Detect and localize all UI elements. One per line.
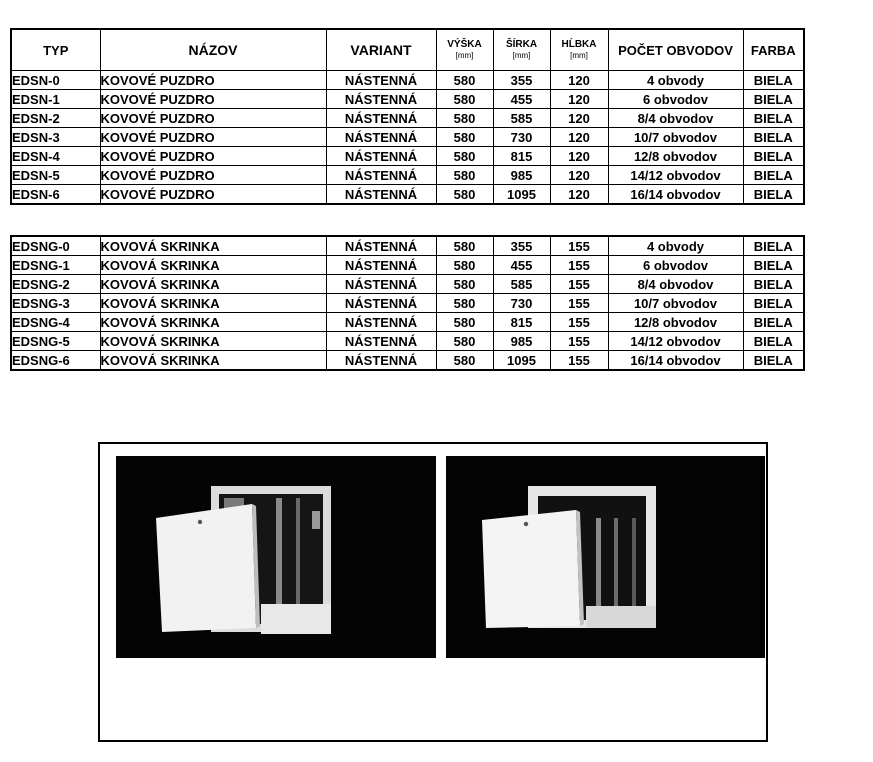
door-lock-icon	[524, 522, 528, 526]
cell-sirka: 815	[493, 313, 550, 332]
cell-hlbka: 120	[550, 128, 608, 147]
cell-vyska: 580	[436, 313, 493, 332]
cell-pocet: 16/14 obvodov	[608, 185, 743, 205]
cell-variant: NÁSTENNÁ	[326, 236, 436, 256]
header-sirka	[493, 29, 550, 71]
cell-hlbka: 155	[550, 256, 608, 275]
cell-variant: NÁSTENNÁ	[326, 332, 436, 351]
cell-variant: NÁSTENNÁ	[326, 147, 436, 166]
cell-nazov: KOVOVÁ SKRINKA	[100, 313, 326, 332]
cell-variant: NÁSTENNÁ	[326, 128, 436, 147]
cell-hlbka: 120	[550, 166, 608, 185]
cell-farba: BIELA	[743, 166, 804, 185]
cabinet-bottom	[261, 604, 331, 634]
spec-table-edsng	[10, 235, 805, 371]
cell-pocet: 12/8 obvodov	[608, 313, 743, 332]
cabinet-door	[156, 504, 256, 632]
cell-sirka: 585	[493, 275, 550, 294]
header-hlbka-label: HĹBKA	[561, 39, 597, 50]
header-typ: TYP	[11, 29, 100, 71]
cell-nazov: KOVOVÁ SKRINKA	[100, 236, 326, 256]
cell-sirka: 455	[493, 90, 550, 109]
cell-typ: EDSN-4	[11, 147, 100, 166]
cell-sirka: 1095	[493, 185, 550, 205]
table-row	[11, 128, 804, 147]
cell-pocet: 16/14 obvodov	[608, 351, 743, 371]
cell-typ: EDSNG-1	[11, 256, 100, 275]
cell-sirka: 985	[493, 332, 550, 351]
cell-typ: EDSN-3	[11, 128, 100, 147]
cell-nazov: KOVOVÁ SKRINKA	[100, 332, 326, 351]
cell-pocet: 10/7 obvodov	[608, 128, 743, 147]
cell-pocet: 14/12 obvodov	[608, 166, 743, 185]
header-variant: VARIANT	[326, 29, 436, 71]
header-vyska-label: VÝŠKA	[447, 39, 482, 50]
cell-vyska: 580	[436, 294, 493, 313]
header-farba: FARBA	[743, 29, 804, 71]
header-nazov: NÁZOV	[100, 29, 326, 71]
cell-typ: EDSNG-0	[11, 236, 100, 256]
table-row	[11, 185, 804, 205]
table-row	[11, 236, 804, 256]
cell-variant: NÁSTENNÁ	[326, 313, 436, 332]
interior-rail	[614, 518, 618, 618]
cell-typ: EDSN-6	[11, 185, 100, 205]
cell-typ: EDSNG-3	[11, 294, 100, 313]
cell-vyska: 580	[436, 332, 493, 351]
cell-nazov: KOVOVÉ PUZDRO	[100, 147, 326, 166]
cell-pocet: 8/4 obvodov	[608, 275, 743, 294]
cell-vyska: 580	[436, 275, 493, 294]
cell-variant: NÁSTENNÁ	[326, 256, 436, 275]
header-hlbka	[550, 29, 608, 71]
table-row	[11, 313, 804, 332]
cell-variant: NÁSTENNÁ	[326, 90, 436, 109]
cell-vyska: 580	[436, 128, 493, 147]
cell-farba: BIELA	[743, 128, 804, 147]
cell-pocet: 4 obvody	[608, 71, 743, 90]
cell-sirka: 730	[493, 128, 550, 147]
cell-farba: BIELA	[743, 351, 804, 371]
cell-sirka: 985	[493, 166, 550, 185]
cell-hlbka: 120	[550, 185, 608, 205]
interior-clip	[312, 511, 320, 529]
cell-pocet: 4 obvody	[608, 236, 743, 256]
header-unit: [mm]	[455, 51, 474, 60]
cell-vyska: 580	[436, 256, 493, 275]
table-row	[11, 294, 804, 313]
cell-typ: EDSNG-4	[11, 313, 100, 332]
cell-typ: EDSN-2	[11, 109, 100, 128]
cell-hlbka: 120	[550, 109, 608, 128]
header-pocet: POČET OBVODOV	[608, 29, 743, 71]
cell-vyska: 580	[436, 351, 493, 371]
cell-pocet: 8/4 obvodov	[608, 109, 743, 128]
cell-nazov: KOVOVÉ PUZDRO	[100, 109, 326, 128]
cell-vyska: 580	[436, 236, 493, 256]
cell-pocet: 14/12 obvodov	[608, 332, 743, 351]
cell-vyska: 580	[436, 185, 493, 205]
table-row	[11, 351, 804, 371]
spec-table-edsn	[10, 28, 805, 205]
table-row	[11, 147, 804, 166]
cell-sirka: 1095	[493, 351, 550, 371]
cell-farba: BIELA	[743, 313, 804, 332]
cell-variant: NÁSTENNÁ	[326, 294, 436, 313]
cell-typ: EDSN-5	[11, 166, 100, 185]
header-unit: [mm]	[570, 51, 588, 60]
cell-farba: BIELA	[743, 147, 804, 166]
door-lock-icon	[198, 520, 202, 524]
cell-nazov: KOVOVÉ PUZDRO	[100, 71, 326, 90]
cell-farba: BIELA	[743, 332, 804, 351]
cell-pocet: 12/8 obvodov	[608, 147, 743, 166]
cell-variant: NÁSTENNÁ	[326, 185, 436, 205]
cell-pocet: 6 obvodov	[608, 256, 743, 275]
cell-sirka: 455	[493, 256, 550, 275]
cell-nazov: KOVOVÁ SKRINKA	[100, 275, 326, 294]
cell-variant: NÁSTENNÁ	[326, 275, 436, 294]
interior-rail	[276, 498, 282, 622]
cell-nazov: KOVOVÉ PUZDRO	[100, 185, 326, 205]
cell-hlbka: 155	[550, 236, 608, 256]
cell-hlbka: 155	[550, 294, 608, 313]
table-row	[11, 90, 804, 109]
cabinet-bottom	[586, 606, 656, 628]
cell-farba: BIELA	[743, 236, 804, 256]
header-vyska	[436, 29, 493, 71]
interior-rail	[296, 498, 300, 622]
cell-typ: EDSN-1	[11, 90, 100, 109]
cell-hlbka: 155	[550, 332, 608, 351]
cell-farba: BIELA	[743, 185, 804, 205]
product-photo-cabinet-with-door	[446, 456, 765, 658]
cell-farba: BIELA	[743, 275, 804, 294]
cell-farba: BIELA	[743, 71, 804, 90]
interior-rail	[596, 518, 601, 618]
cell-variant: NÁSTENNÁ	[326, 71, 436, 90]
cabinet-door	[482, 510, 580, 628]
cell-vyska: 580	[436, 90, 493, 109]
interior-rail	[632, 518, 636, 618]
cell-nazov: KOVOVÁ SKRINKA	[100, 256, 326, 275]
cell-sirka: 585	[493, 109, 550, 128]
table-row	[11, 332, 804, 351]
cell-farba: BIELA	[743, 294, 804, 313]
cell-variant: NÁSTENNÁ	[326, 166, 436, 185]
cell-hlbka: 155	[550, 275, 608, 294]
cell-vyska: 580	[436, 109, 493, 128]
cell-nazov: KOVOVÉ PUZDRO	[100, 166, 326, 185]
table-row	[11, 275, 804, 294]
cell-vyska: 580	[436, 166, 493, 185]
cell-pocet: 6 obvodov	[608, 90, 743, 109]
cell-typ: EDSNG-2	[11, 275, 100, 294]
table-row	[11, 109, 804, 128]
cell-nazov: KOVOVÉ PUZDRO	[100, 90, 326, 109]
cell-hlbka: 120	[550, 71, 608, 90]
header-sirka-label: ŠÍRKA	[505, 39, 538, 50]
cell-nazov: KOVOVÁ SKRINKA	[100, 294, 326, 313]
cell-nazov: KOVOVÁ SKRINKA	[100, 351, 326, 371]
cell-typ: EDSNG-5	[11, 332, 100, 351]
cell-variant: NÁSTENNÁ	[326, 351, 436, 371]
cell-hlbka: 120	[550, 147, 608, 166]
table-row	[11, 256, 804, 275]
cell-hlbka: 155	[550, 313, 608, 332]
cell-sirka: 730	[493, 294, 550, 313]
cell-hlbka: 120	[550, 90, 608, 109]
cell-sirka: 355	[493, 71, 550, 90]
cabinet-door-illustration	[446, 456, 765, 658]
cell-farba: BIELA	[743, 109, 804, 128]
cell-variant: NÁSTENNÁ	[326, 109, 436, 128]
cell-farba: BIELA	[743, 256, 804, 275]
cell-pocet: 10/7 obvodov	[608, 294, 743, 313]
table-row	[11, 71, 804, 90]
table-row	[11, 166, 804, 185]
product-photo-open-cabinet	[116, 456, 436, 658]
cell-vyska: 580	[436, 71, 493, 90]
cell-farba: BIELA	[743, 90, 804, 109]
cell-typ: EDSNG-6	[11, 351, 100, 371]
cell-sirka: 355	[493, 236, 550, 256]
open-cabinet-illustration	[116, 456, 436, 658]
product-photo-frame	[98, 442, 768, 742]
cell-sirka: 815	[493, 147, 550, 166]
cell-typ: EDSN-0	[11, 71, 100, 90]
cell-vyska: 580	[436, 147, 493, 166]
table-header-row	[11, 29, 804, 71]
cell-nazov: KOVOVÉ PUZDRO	[100, 128, 326, 147]
header-unit: [mm]	[512, 51, 531, 60]
cell-hlbka: 155	[550, 351, 608, 371]
